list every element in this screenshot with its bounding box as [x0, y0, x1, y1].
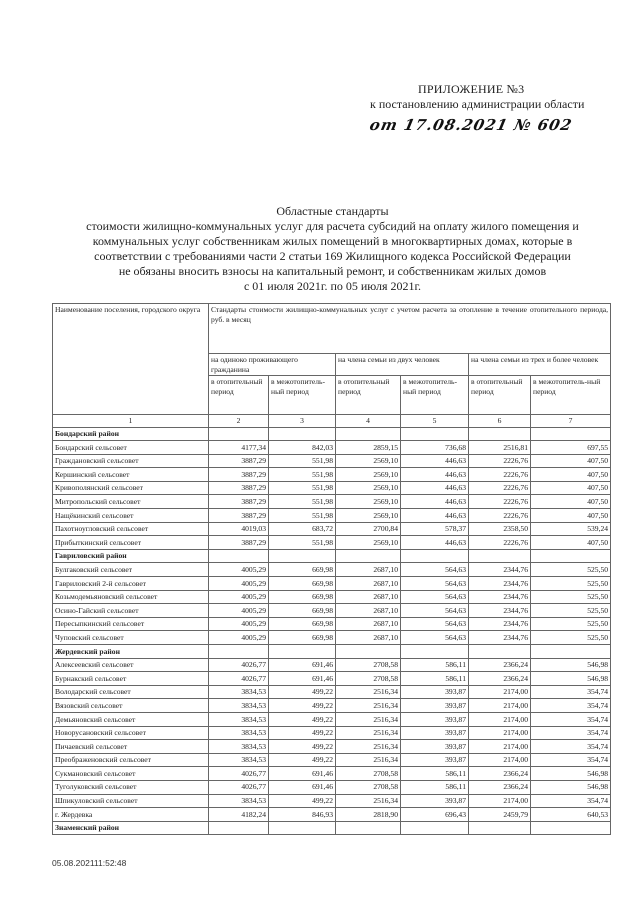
value-cell: 586,11: [401, 767, 469, 781]
table-row: [53, 509, 611, 523]
table-row: [53, 658, 611, 672]
value-cell: [209, 645, 269, 659]
value-cell: 2569,10: [336, 454, 401, 468]
value-cell: 2344,76: [469, 590, 531, 604]
value-cell: 2344,76: [469, 577, 531, 591]
value-cell: 2516,34: [336, 699, 401, 713]
value-cell: 4026,77: [209, 672, 269, 686]
value-cell: 551,98: [269, 536, 336, 550]
value-cell: 586,11: [401, 780, 469, 794]
value-cell: 3834,53: [209, 740, 269, 754]
value-cell: [531, 821, 611, 835]
table-row: [53, 726, 611, 740]
value-cell: 525,50: [531, 617, 611, 631]
column-number: 5: [401, 415, 469, 428]
header-nonheating-period: в межотопитель-ный период: [401, 376, 469, 415]
value-cell: 2358,50: [469, 522, 531, 536]
value-cell: 2174,00: [469, 726, 531, 740]
value-cell: 3834,53: [209, 712, 269, 726]
column-number: 2: [209, 415, 269, 428]
value-cell: 2708,58: [336, 780, 401, 794]
value-cell: 499,22: [269, 753, 336, 767]
district-row: [53, 427, 611, 441]
value-cell: 2516,34: [336, 712, 401, 726]
value-cell: 525,50: [531, 604, 611, 618]
value-cell: 669,98: [269, 617, 336, 631]
value-cell: 2174,00: [469, 712, 531, 726]
value-cell: 354,74: [531, 726, 611, 740]
value-cell: [401, 645, 469, 659]
value-cell: 691,46: [269, 672, 336, 686]
value-cell: 393,87: [401, 685, 469, 699]
value-cell: 2859,15: [336, 441, 401, 455]
value-cell: [469, 427, 531, 441]
value-cell: 2226,76: [469, 536, 531, 550]
table-row: [53, 712, 611, 726]
title-line: Областные стандарты: [276, 204, 389, 218]
value-cell: 697,55: [531, 441, 611, 455]
value-cell: 2174,00: [469, 740, 531, 754]
settlement-name: Пересыпкинский сельсовет: [53, 617, 209, 631]
settlement-name: г. Жердевка: [53, 808, 209, 822]
standards-table: [52, 303, 611, 835]
value-cell: 846,93: [269, 808, 336, 822]
value-cell: 578,37: [401, 522, 469, 536]
header-nonheating-period: в межотопитель-ный период: [269, 376, 336, 415]
column-number: 7: [531, 415, 611, 428]
value-cell: 4005,29: [209, 563, 269, 577]
settlement-name: Чуповский сельсовет: [53, 631, 209, 645]
value-cell: [209, 821, 269, 835]
settlement-name: Граждановский сельсовет: [53, 454, 209, 468]
table-row: [53, 522, 611, 536]
value-cell: 551,98: [269, 468, 336, 482]
value-cell: 842,03: [269, 441, 336, 455]
value-cell: 2569,10: [336, 536, 401, 550]
table-row: [53, 753, 611, 767]
value-cell: [531, 645, 611, 659]
value-cell: 4177,34: [209, 441, 269, 455]
value-cell: 586,11: [401, 658, 469, 672]
value-cell: [269, 549, 336, 563]
value-cell: 4019,03: [209, 522, 269, 536]
value-cell: 407,50: [531, 536, 611, 550]
settlement-name: Осино-Гайский сельсовет: [53, 604, 209, 618]
table-row: [53, 454, 611, 468]
value-cell: 640,53: [531, 808, 611, 822]
value-cell: 3887,29: [209, 481, 269, 495]
district-name: Гавриловский район: [53, 549, 209, 563]
value-cell: 354,74: [531, 712, 611, 726]
settlement-name: Новорусановский сельсовет: [53, 726, 209, 740]
value-cell: 669,98: [269, 631, 336, 645]
header-heating-period: в отопительный период: [336, 376, 401, 415]
value-cell: 3887,29: [209, 495, 269, 509]
settlement-name: Вязовский сельсовет: [53, 699, 209, 713]
value-cell: 2569,10: [336, 509, 401, 523]
handwritten-date-number: от 17.08.2021 № 602: [368, 116, 575, 134]
settlement-name: Пичаевский сельсовет: [53, 740, 209, 754]
value-cell: 407,50: [531, 495, 611, 509]
settlement-name: Прибыткинский сельсовет: [53, 536, 209, 550]
value-cell: 2516,81: [469, 441, 531, 455]
value-cell: [531, 427, 611, 441]
value-cell: 2226,76: [469, 509, 531, 523]
value-cell: 354,74: [531, 685, 611, 699]
table-body: [53, 427, 611, 835]
value-cell: 2708,58: [336, 672, 401, 686]
header-settlement-name: Наименование поселения, городского округа: [53, 304, 209, 415]
table-row: [53, 577, 611, 591]
value-cell: 525,50: [531, 590, 611, 604]
value-cell: 4005,29: [209, 617, 269, 631]
value-cell: 2366,24: [469, 767, 531, 781]
value-cell: 586,11: [401, 672, 469, 686]
value-cell: 2344,76: [469, 563, 531, 577]
value-cell: 551,98: [269, 481, 336, 495]
value-cell: 2174,00: [469, 685, 531, 699]
table-row: [53, 685, 611, 699]
value-cell: 4026,77: [209, 780, 269, 794]
table-row: [53, 794, 611, 808]
settlement-name: Кривополянский сельсовет: [53, 481, 209, 495]
value-cell: 669,98: [269, 563, 336, 577]
value-cell: 446,63: [401, 495, 469, 509]
value-cell: 2174,00: [469, 794, 531, 808]
table-row: [53, 481, 611, 495]
header-standards: Стандарты стоимости жилищно-коммунальных услуг с учетом расчета за отопление в течение отопительного периода, руб. в месяц: [209, 304, 611, 354]
value-cell: 546,98: [531, 672, 611, 686]
value-cell: 2687,10: [336, 631, 401, 645]
district-row: [53, 645, 611, 659]
table-row: [53, 780, 611, 794]
settlement-name: Демьяновский сельсовет: [53, 712, 209, 726]
header-heating-period: в отопительный период: [469, 376, 531, 415]
value-cell: 691,46: [269, 658, 336, 672]
settlement-name: Гавриловский 2-й сельсовет: [53, 577, 209, 591]
settlement-name: Пахотноугловский сельсовет: [53, 522, 209, 536]
settlement-name: Кершинский сельсовет: [53, 468, 209, 482]
value-cell: 696,43: [401, 808, 469, 822]
district-name: Знаменский район: [53, 821, 209, 835]
value-cell: 3834,53: [209, 726, 269, 740]
value-cell: 551,98: [269, 495, 336, 509]
print-timestamp: 05.08.202111:52:48: [52, 858, 127, 868]
value-cell: 564,63: [401, 590, 469, 604]
value-cell: 354,74: [531, 699, 611, 713]
header-two-person-family: на члена семьи из двух человек: [336, 354, 469, 376]
table-row: [53, 495, 611, 509]
table-row: [53, 617, 611, 631]
title-line: стоимости жилищно-коммунальных услуг для расчета субсидий на оплату жилого помещения и: [86, 219, 579, 233]
value-cell: 551,98: [269, 509, 336, 523]
header-three-plus-family: на члена семьи из трех и более человек: [469, 354, 611, 376]
value-cell: 3834,53: [209, 753, 269, 767]
district-name: Жердевский район: [53, 645, 209, 659]
value-cell: [336, 427, 401, 441]
value-cell: 446,63: [401, 509, 469, 523]
value-cell: 499,22: [269, 740, 336, 754]
header-heating-period: в отопительный период: [209, 376, 269, 415]
value-cell: 2708,58: [336, 767, 401, 781]
column-number: 6: [469, 415, 531, 428]
value-cell: 2226,76: [469, 468, 531, 482]
column-number: 3: [269, 415, 336, 428]
value-cell: 2344,76: [469, 631, 531, 645]
value-cell: 499,22: [269, 712, 336, 726]
value-cell: 4005,29: [209, 577, 269, 591]
value-cell: 407,50: [531, 509, 611, 523]
value-cell: [336, 645, 401, 659]
value-cell: 446,63: [401, 536, 469, 550]
value-cell: 564,63: [401, 563, 469, 577]
value-cell: 2226,76: [469, 481, 531, 495]
value-cell: 546,98: [531, 767, 611, 781]
value-cell: 2516,34: [336, 753, 401, 767]
table-row: [53, 740, 611, 754]
value-cell: 446,63: [401, 468, 469, 482]
settlement-name: Бурнакский сельсовет: [53, 672, 209, 686]
settlement-name: Шпикуловский сельсовет: [53, 794, 209, 808]
settlement-name: Володарский сельсовет: [53, 685, 209, 699]
value-cell: 2516,34: [336, 726, 401, 740]
value-cell: 407,50: [531, 454, 611, 468]
value-cell: 3834,53: [209, 794, 269, 808]
value-cell: 546,98: [531, 658, 611, 672]
value-cell: 546,98: [531, 780, 611, 794]
value-cell: 2226,76: [469, 454, 531, 468]
value-cell: 4005,29: [209, 590, 269, 604]
value-cell: [401, 427, 469, 441]
settlement-name: Козьмодемьяновский сельсовет: [53, 590, 209, 604]
value-cell: 499,22: [269, 726, 336, 740]
title-line: соответствии с требованиями части 2 статьи 169 Жилищного кодекса Российской Федерации: [94, 249, 571, 263]
value-cell: 446,63: [401, 481, 469, 495]
settlement-name: Туголуковский сельсовет: [53, 780, 209, 794]
title-line: коммунальных услуг собственникам жилых помещений в многоквартирных домах, которые в: [92, 234, 573, 248]
value-cell: 2516,34: [336, 740, 401, 754]
value-cell: 2459,79: [469, 808, 531, 822]
table-row: [53, 672, 611, 686]
value-cell: [209, 427, 269, 441]
table-row: [53, 563, 611, 577]
table-row: [53, 441, 611, 455]
district-row: [53, 549, 611, 563]
value-cell: 3834,53: [209, 685, 269, 699]
value-cell: 564,63: [401, 604, 469, 618]
value-cell: 564,63: [401, 577, 469, 591]
appendix-header: [370, 82, 620, 135]
value-cell: 2344,76: [469, 617, 531, 631]
document-title: [40, 204, 625, 294]
value-cell: 2366,24: [469, 658, 531, 672]
title-line: не обязаны вносить взносы на капитальный ремонт, и собственникам жилых домов: [118, 264, 547, 278]
value-cell: 3887,29: [209, 536, 269, 550]
value-cell: 2174,00: [469, 753, 531, 767]
value-cell: 393,87: [401, 726, 469, 740]
value-cell: 354,74: [531, 740, 611, 754]
value-cell: 499,22: [269, 685, 336, 699]
value-cell: [469, 645, 531, 659]
value-cell: 393,87: [401, 712, 469, 726]
value-cell: 3834,53: [209, 699, 269, 713]
value-cell: 2818,90: [336, 808, 401, 822]
value-cell: [269, 645, 336, 659]
value-cell: 669,98: [269, 604, 336, 618]
value-cell: 2569,10: [336, 468, 401, 482]
value-cell: 354,74: [531, 794, 611, 808]
value-cell: 539,24: [531, 522, 611, 536]
value-cell: 551,98: [269, 454, 336, 468]
settlement-name: Преображеновский сельсовет: [53, 753, 209, 767]
value-cell: 2344,76: [469, 604, 531, 618]
settlement-name: Митропольский сельсовет: [53, 495, 209, 509]
value-cell: 683,72: [269, 522, 336, 536]
table-row: [53, 699, 611, 713]
value-cell: [336, 549, 401, 563]
value-cell: [531, 549, 611, 563]
value-cell: 564,63: [401, 617, 469, 631]
value-cell: 2516,34: [336, 794, 401, 808]
column-number: 4: [336, 415, 401, 428]
value-cell: 736,68: [401, 441, 469, 455]
value-cell: 2687,10: [336, 590, 401, 604]
value-cell: 446,63: [401, 454, 469, 468]
header-nonheating-period: в межотопитель-ный период: [531, 376, 611, 415]
value-cell: 2569,10: [336, 481, 401, 495]
header-single-resident: на одиноко проживающего гражданина: [209, 354, 336, 376]
table-row: [53, 767, 611, 781]
value-cell: 393,87: [401, 794, 469, 808]
value-cell: [401, 821, 469, 835]
value-cell: 2174,00: [469, 699, 531, 713]
value-cell: [336, 821, 401, 835]
value-cell: 4005,29: [209, 604, 269, 618]
value-cell: 669,98: [269, 590, 336, 604]
appendix-number: ПРИЛОЖЕНИЕ №3: [418, 82, 525, 96]
value-cell: 4026,77: [209, 767, 269, 781]
value-cell: 499,22: [269, 699, 336, 713]
value-cell: [469, 549, 531, 563]
table-row: [53, 590, 611, 604]
settlement-name: Алексеевский сельсовет: [53, 658, 209, 672]
appendix-reference: к постановлению администрации области: [370, 97, 585, 111]
value-cell: 3887,29: [209, 468, 269, 482]
settlement-name: Булгаковский сельсовет: [53, 563, 209, 577]
value-cell: 4026,77: [209, 658, 269, 672]
value-cell: 525,50: [531, 563, 611, 577]
value-cell: 407,50: [531, 468, 611, 482]
settlement-name: Сукмановский сельсовет: [53, 767, 209, 781]
value-cell: 525,50: [531, 577, 611, 591]
value-cell: 2700,84: [336, 522, 401, 536]
table-row: [53, 808, 611, 822]
value-cell: 2516,34: [336, 685, 401, 699]
value-cell: 2366,24: [469, 672, 531, 686]
value-cell: [209, 549, 269, 563]
value-cell: 2569,10: [336, 495, 401, 509]
table-row: [53, 536, 611, 550]
value-cell: 2687,10: [336, 563, 401, 577]
value-cell: [401, 549, 469, 563]
table-row: [53, 468, 611, 482]
value-cell: 2226,76: [469, 495, 531, 509]
value-cell: 691,46: [269, 780, 336, 794]
value-cell: [469, 821, 531, 835]
value-cell: 393,87: [401, 740, 469, 754]
district-row: [53, 821, 611, 835]
value-cell: 2687,10: [336, 617, 401, 631]
value-cell: 2708,58: [336, 658, 401, 672]
table-row: [53, 631, 611, 645]
table-row: [53, 604, 611, 618]
value-cell: 4182,24: [209, 808, 269, 822]
value-cell: 669,98: [269, 577, 336, 591]
settlement-name: Бондарский сельсовет: [53, 441, 209, 455]
value-cell: 4005,29: [209, 631, 269, 645]
value-cell: 407,50: [531, 481, 611, 495]
value-cell: 525,50: [531, 631, 611, 645]
title-line: с 01 июля 2021г. по 05 июля 2021г.: [243, 279, 422, 293]
value-cell: 691,46: [269, 767, 336, 781]
settlement-name: Нащёкинский сельсовет: [53, 509, 209, 523]
value-cell: [269, 427, 336, 441]
value-cell: 3887,29: [209, 509, 269, 523]
value-cell: 3887,29: [209, 454, 269, 468]
column-number: 1: [53, 415, 209, 428]
value-cell: 2366,24: [469, 780, 531, 794]
value-cell: 354,74: [531, 753, 611, 767]
value-cell: 499,22: [269, 794, 336, 808]
value-cell: 2687,10: [336, 577, 401, 591]
district-name: Бондарский район: [53, 427, 209, 441]
value-cell: 2687,10: [336, 604, 401, 618]
value-cell: [269, 821, 336, 835]
value-cell: 564,63: [401, 631, 469, 645]
value-cell: 393,87: [401, 753, 469, 767]
value-cell: 393,87: [401, 699, 469, 713]
